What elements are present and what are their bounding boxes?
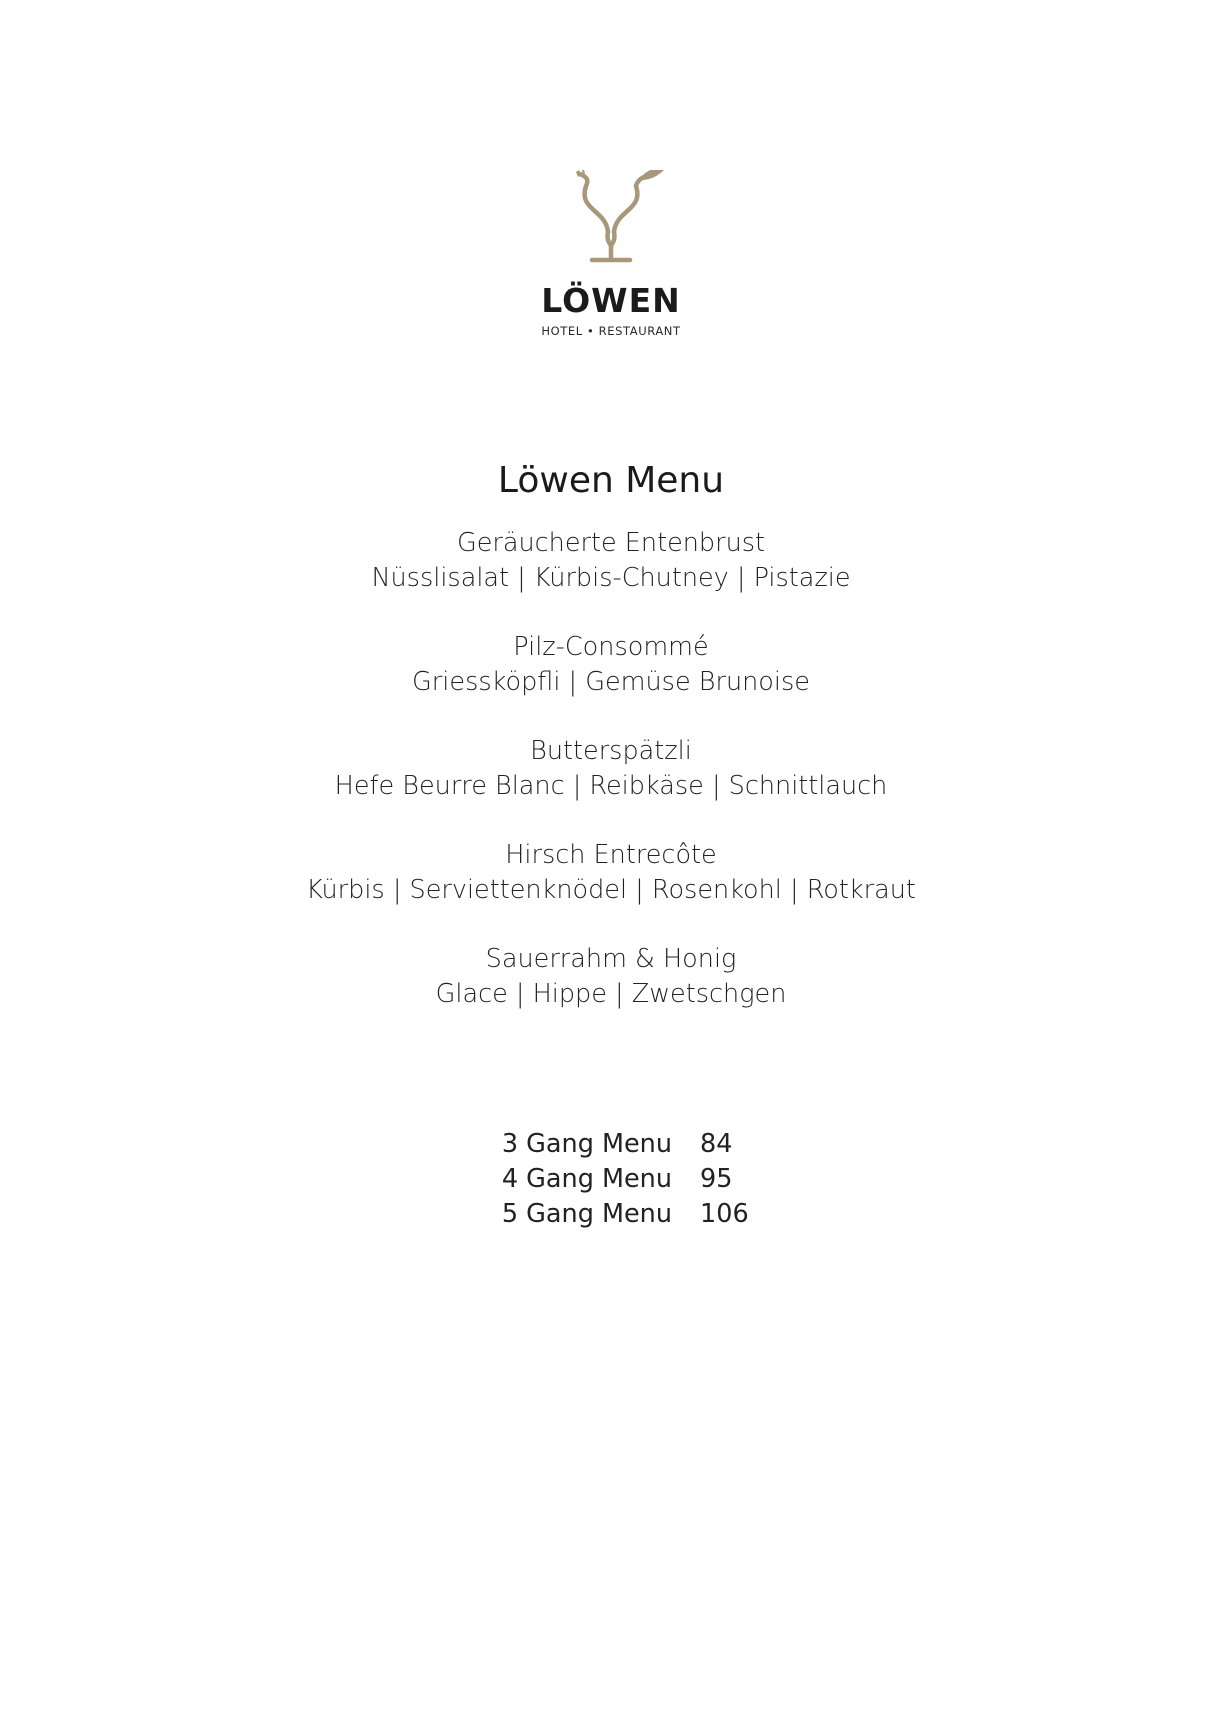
menu-title: Löwen Menu: [497, 460, 725, 501]
price-row: [0, 1197, 1222, 1232]
course-name: Sauerrahm & Honig: [485, 944, 737, 974]
course-item: [0, 942, 1222, 1012]
price-row: [0, 1127, 1222, 1162]
course-description: Griessköpfli | Gemüse Brunoise: [412, 667, 810, 697]
course-name: Butterspätzli: [530, 736, 692, 766]
course-name: Hirsch Entrecôte: [505, 840, 717, 870]
price-value: 106: [700, 1199, 749, 1229]
price-value: 84: [700, 1129, 733, 1159]
brand-logo: [0, 170, 1222, 338]
course-item: [0, 526, 1222, 596]
course-item: [0, 734, 1222, 804]
price-label: 3 Gang Menu: [501, 1129, 672, 1159]
price-row: [0, 1162, 1222, 1197]
course-name: Pilz-Consommé: [513, 632, 709, 662]
course-item: [0, 838, 1222, 908]
menu-section: [0, 456, 1222, 1046]
course-name: Geräucherte Entenbrust: [456, 528, 766, 558]
stag-antler-glass-icon: [556, 170, 666, 270]
course-item: [0, 630, 1222, 700]
price-label: 4 Gang Menu: [501, 1164, 672, 1194]
course-description: Kürbis | Serviettenknödel | Rosenkohl | Rotkraut: [306, 875, 916, 905]
course-description: Nüsslisalat | Kürbis-Chutney | Pistazie: [371, 563, 851, 593]
price-value: 95: [700, 1164, 733, 1194]
course-description: Glace | Hippe | Zwetschgen: [435, 979, 787, 1009]
brand-subtitle: HOTEL • RESTAURANT: [541, 324, 681, 338]
brand-name: LÖWEN: [541, 281, 681, 320]
price-list: [0, 1127, 1222, 1232]
course-description: Hefe Beurre Blanc | Reibkäse | Schnittlauch: [334, 771, 888, 801]
price-label: 5 Gang Menu: [501, 1199, 672, 1229]
